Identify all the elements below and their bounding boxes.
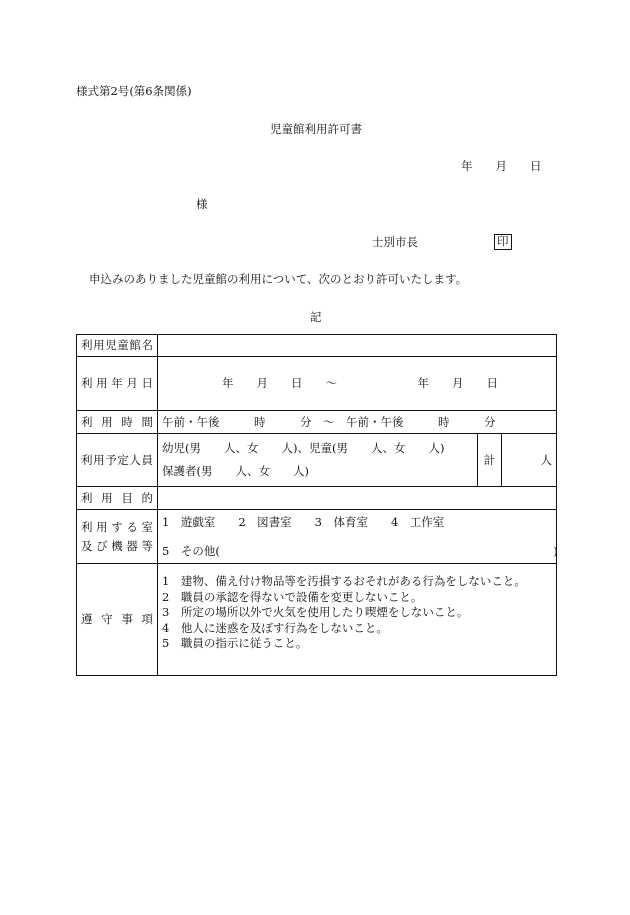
permit-table [76, 334, 557, 676]
issuer-name: 士別市長 [372, 235, 418, 249]
people-total-field[interactable]: 人 [502, 434, 557, 487]
people-line-children: 幼児(男 人、女 人)、児童(男 人、女 人) [162, 441, 445, 456]
people-label: 利用予定人員 [77, 434, 158, 487]
table-row [77, 411, 557, 434]
rooms-options: 1 遊戯室 2 図書室 3 体育室 4 工作室 [162, 514, 445, 529]
purpose-label: 利用目的 [77, 487, 158, 510]
rule-item: 1 建物、備え付け物品等を汚損するおそれがある行為をしないこと。 [162, 574, 526, 588]
rule-item: 3 所定の場所以外で火気を使用したり喫煙をしないこと。 [162, 605, 469, 619]
document-title: 児童館利用許可書 [270, 122, 362, 136]
table-row [77, 564, 557, 676]
table-row [77, 487, 557, 510]
rooms-label-line1: 利用する室 [81, 519, 153, 534]
rooms-other: 5 その他( ) [162, 543, 558, 558]
table-row [77, 335, 557, 357]
rule-item: 5 職員の指示に従うこと。 [162, 636, 308, 650]
table-row [77, 357, 557, 411]
issue-date: 年 月 日 [461, 159, 542, 173]
rule-item: 4 他人に迷惑を及ぼす行為をしないこと。 [162, 620, 388, 635]
rooms-label [77, 510, 158, 564]
rule-item: 2 職員の承認を得ないで設備を変更しないこと。 [162, 589, 423, 604]
ki-heading: 記 [310, 310, 322, 324]
intro-text: 申込みのありました児童館の利用について、次のとおり許可いたします。 [89, 272, 468, 286]
seal-mark: 印 [494, 234, 512, 250]
time-label: 利用時間 [77, 411, 158, 434]
form-number: 様式第2号(第6条関係) [76, 84, 192, 98]
table-row [77, 434, 557, 487]
purpose-field[interactable] [158, 487, 557, 510]
people-field[interactable] [158, 434, 478, 487]
facility-label: 利用児童館名 [77, 335, 158, 357]
rooms-field[interactable] [158, 510, 557, 564]
table-row [77, 510, 557, 564]
addressee-suffix: 様 [196, 197, 208, 211]
rooms-label-line2: 及び機器等 [81, 538, 153, 553]
rules-label: 遵守事項 [77, 564, 158, 676]
time-field[interactable]: 午前・午後 時 分 〜 午前・午後 時 分 [158, 411, 557, 434]
date-field[interactable]: 年 月 日 〜 年 月 日 [158, 357, 557, 411]
date-label: 利用年月日 [77, 357, 158, 411]
facility-field[interactable] [158, 335, 557, 357]
people-total-label: 計 [478, 434, 502, 487]
rules-list [158, 564, 557, 676]
people-line-guardians: 保護者(男 人、女 人) [162, 464, 309, 478]
